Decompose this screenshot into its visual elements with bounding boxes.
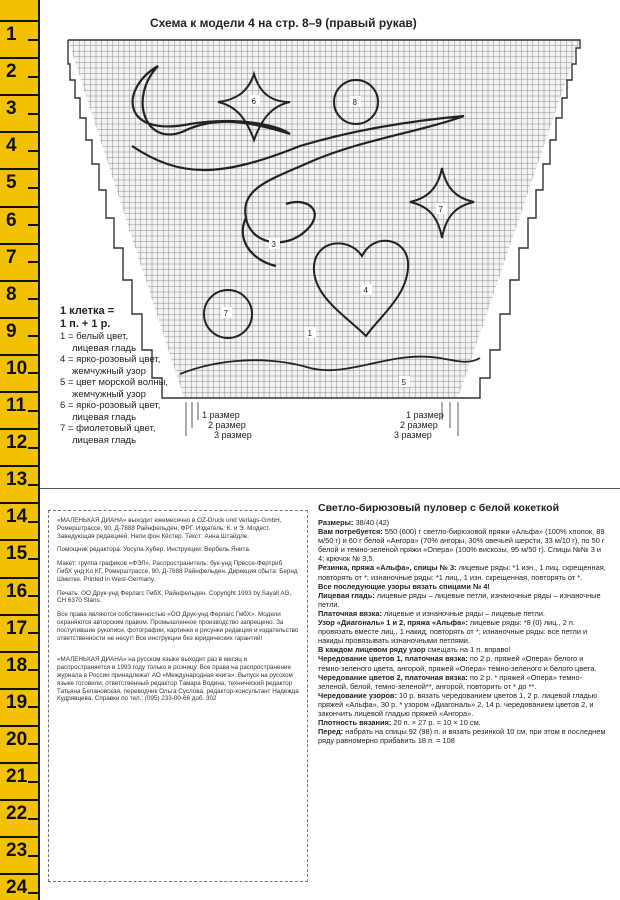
pattern-line-heading: Размеры: bbox=[318, 518, 354, 527]
imprint-paragraph: Печать: ОО Друк-унд Ферлагс ГмбХ, Райнфельден. Copyright 1993 by Sayall AG, CH 6370 Stans. bbox=[57, 589, 292, 605]
ruler-tick bbox=[0, 873, 38, 875]
ruler-tick bbox=[0, 762, 38, 764]
ruler-tick bbox=[0, 391, 38, 393]
ruler-tick bbox=[0, 614, 38, 616]
ruler-number: 11 bbox=[6, 395, 27, 416]
pattern-line bbox=[318, 563, 608, 581]
legend-subheading: 1 п. + 1 р. bbox=[60, 318, 111, 330]
ruler-half-tick bbox=[28, 410, 38, 412]
pattern-line bbox=[318, 609, 608, 618]
ruler-tick bbox=[0, 317, 38, 319]
ruler-half-tick bbox=[28, 150, 38, 152]
legend-line: 1 = белый цвет, bbox=[60, 331, 129, 342]
ruler-half-tick bbox=[28, 372, 38, 374]
ruler-half-tick bbox=[28, 892, 38, 894]
pattern-line-heading: Платочная вязка: bbox=[318, 608, 382, 618]
ruler-number: 12 bbox=[6, 432, 28, 454]
ruler-half-tick bbox=[28, 855, 38, 857]
ruler-half-tick bbox=[28, 706, 38, 708]
ruler-number: 5 bbox=[6, 172, 17, 194]
ruler-number: 23 bbox=[6, 840, 28, 862]
ruler-half-tick bbox=[28, 335, 38, 337]
size-label: 2 размер bbox=[208, 420, 246, 430]
pattern-line-heading: Лицевая гладь: bbox=[318, 590, 375, 600]
ruler-number: 14 bbox=[6, 506, 28, 528]
ruler-half-tick bbox=[28, 187, 38, 189]
legend-line: 7 = фиолетовый цвет, bbox=[60, 423, 156, 434]
ruler-number: 6 bbox=[6, 209, 17, 231]
ruler-half-tick bbox=[28, 224, 38, 226]
ruler-tick bbox=[0, 131, 38, 133]
scheme-title: Схема к модели 4 на стр. 8–9 (правый рукав) bbox=[150, 16, 417, 30]
ruler-number: 24 bbox=[6, 877, 28, 899]
ruler-number: 7 bbox=[6, 246, 17, 268]
ruler-half-tick bbox=[28, 261, 38, 263]
ruler-number: 17 bbox=[6, 617, 28, 639]
page-ruler bbox=[0, 0, 40, 900]
pattern-line-text: смещать на 1 п. вправо! bbox=[425, 645, 511, 655]
pattern-line-text: лицевые и изнаночные ряды – лицевые петли. bbox=[381, 608, 545, 618]
pattern-line-heading: Резинка, пряжа «Альфа», спицы № 3: bbox=[318, 563, 457, 573]
ruler-half-tick bbox=[28, 669, 38, 671]
ruler-tick bbox=[0, 280, 38, 282]
zone-label: 8 bbox=[352, 98, 357, 107]
ruler-tick bbox=[0, 502, 38, 504]
ruler-half-tick bbox=[28, 39, 38, 41]
ruler-tick bbox=[0, 465, 38, 467]
ruler-number: 21 bbox=[6, 766, 28, 787]
ruler-number: 15 bbox=[6, 543, 28, 565]
ruler-tick bbox=[0, 354, 38, 356]
ruler-number: 16 bbox=[6, 580, 28, 602]
imprint-paragraph: Помощник редактора: Уосула Хубер. Инструкции: Вербель Янита. bbox=[57, 546, 251, 554]
ruler-number: 10 bbox=[6, 357, 28, 379]
size-label: 3 размер bbox=[394, 430, 432, 440]
pattern-line bbox=[318, 527, 608, 563]
pattern-line-heading: Чередование цветов 2, платочная вязка: bbox=[318, 672, 468, 682]
pattern-line bbox=[318, 691, 608, 718]
ruler-half-tick bbox=[28, 521, 38, 523]
ruler-tick bbox=[0, 206, 38, 208]
zone-label: 5 bbox=[401, 378, 406, 387]
pattern-line-text: лицевые ряды – лицевые петли, изнаночные ряды – изнаночные петли. bbox=[318, 590, 601, 609]
ruler-half-tick bbox=[28, 743, 38, 745]
ruler-tick bbox=[0, 168, 38, 170]
ruler-tick bbox=[0, 651, 38, 653]
legend-line: жемчужный узор bbox=[72, 365, 146, 377]
legend-line: 5 = цвет морской волны, bbox=[60, 377, 169, 388]
ruler-number: 8 bbox=[6, 283, 17, 305]
legend-line: 4 = ярко-розовый цвет, bbox=[60, 354, 161, 365]
pattern-line bbox=[318, 673, 608, 691]
ruler-number: 20 bbox=[6, 728, 28, 750]
ruler-number: 1 bbox=[6, 24, 17, 45]
pattern-line-text: 38/40 (42) bbox=[353, 518, 390, 527]
pattern-line bbox=[318, 591, 608, 609]
pattern-line-heading: Все последующие узоры вязать спицами № 4! bbox=[318, 581, 490, 591]
ruler-half-tick bbox=[28, 818, 38, 820]
zone-label: 3 bbox=[271, 240, 276, 249]
ruler-half-tick bbox=[28, 76, 38, 78]
size-label: 2 размер bbox=[400, 420, 438, 430]
legend-line: жемчужный узор bbox=[72, 388, 146, 400]
pattern-line-text: лицевые ряды: *1 изн., 1 лиц. скрещенная, повторять от *; изнаночные ряды: *1 лиц., 1 изн. скрещенная, повторять от *. bbox=[318, 563, 606, 582]
pattern-title: Светло-бирюзовый пуловер с белой кокеткой bbox=[318, 502, 560, 514]
ruler-tick bbox=[0, 428, 38, 430]
zone-label: 7 bbox=[223, 309, 228, 318]
pattern-line bbox=[318, 582, 608, 591]
ruler-half-tick bbox=[28, 447, 38, 449]
pattern-line-heading: Вам потребуется: bbox=[318, 527, 383, 537]
pattern-line-text: по 2 р. пряжей «Опера» белого и темно-зеленого цвета, ангорой, пряжей «Опера» темно-зеленого и белого цвета. bbox=[318, 654, 597, 673]
ruler-tick bbox=[0, 725, 38, 727]
zone-label: 1 bbox=[307, 329, 312, 338]
pattern-line-text: лицевые ряды: *8 (0) лиц., 2 п. провязать вместе лиц., 1 накид, повторять от *; изнаночные ряды: все петли и накиды провязывать изнаночными петлями. bbox=[318, 618, 588, 646]
pattern-line bbox=[318, 718, 608, 727]
pattern-line-heading: Плотность вязания: bbox=[318, 718, 392, 728]
ruler-tick bbox=[0, 836, 38, 838]
ruler-tick bbox=[0, 577, 38, 579]
sizes-left bbox=[202, 410, 252, 440]
ruler-tick bbox=[0, 539, 38, 541]
zone-label: 7 bbox=[438, 205, 443, 214]
pattern-line-text: по 2 р. * пряжей «Опера» темно-зеленой, белой, темно-зеленой**, ангорой, повторить от * до **. bbox=[318, 672, 583, 691]
pattern-line-heading: Перед: bbox=[318, 727, 344, 737]
ruler-number: 4 bbox=[6, 135, 17, 157]
ruler-tick bbox=[0, 57, 38, 59]
pattern-instructions bbox=[318, 502, 608, 745]
imprint-paragraph: «МАЛЕНЬКАЯ ДИАНА» на русском языке выходит раз в месяц и распространяется в 1993 году только в розницу. Все права на распространение журнала в России принадлежат АО «Международная книга». Выпуск на русском языке готовили: ответственный редактор Тамара Водина, технический редактор Татьяна Белановская, переводчик Ольга Суслова, редактор-консультант Надежда Кудрявцева. Справки по тел.: (095) 233-00-66 доб. 302 bbox=[57, 656, 299, 703]
ruler-half-tick bbox=[28, 484, 38, 486]
pattern-line bbox=[318, 645, 608, 654]
imprint-box bbox=[48, 510, 308, 882]
pattern-line-heading: Узор «Диагональ» 1 и 2, пряжа «Альфа»: bbox=[318, 618, 468, 628]
legend-line: лицевая гладь bbox=[72, 342, 137, 354]
imprint-paragraph: Все права являются собственностью «ОО Друк-унд Ферлагс ГмбХ». Модели охраняются авторским правом. Промышленное производство запрещено. За поступившие рукописи, фотографии, картинки и рисунки редакция и издательство ответственности не несут! Все инструкции без юридических гарантий! bbox=[57, 611, 299, 642]
ruler-tick bbox=[0, 688, 38, 690]
section-divider bbox=[40, 488, 620, 489]
pattern-line-text: 20 п. × 27 р. = 10 × 10 см. bbox=[391, 718, 481, 728]
ruler-number: 9 bbox=[6, 320, 17, 342]
ruler-half-tick bbox=[28, 595, 38, 597]
ruler-half-tick bbox=[28, 558, 38, 560]
pattern-line-text: набрать на спицы 92 (98) п. и вязать резинкой 10 см, при этом в последнем ряду равномерно прибавить 18 п. = 108 bbox=[318, 727, 606, 746]
imprint-paragraph: Макет: группа графиков «ФЭЛ». Распространитель: бук-унд Прессе-Фертриб ГмбХ унд Ко КГ, Ромерштрассе, 90, Д-7888 Райнфельден. Дирекция сбыта: Бернд Шмитке. Printed in West-Germany. bbox=[57, 560, 298, 583]
ruler-number: 22 bbox=[6, 803, 28, 825]
legend-line: лицевая гладь bbox=[72, 411, 137, 423]
size-label: 3 размер bbox=[214, 430, 252, 440]
legend-heading: 1 клетка = bbox=[60, 305, 115, 317]
imprint-paragraph: «МАЛЕНЬКАЯ ДИАНА» выходит ежемесячно в OZ-Druck und Verlags-GmbH, Ромерштрассе, 90, Д-7888 Райнфельден, ФРГ. Издатель: К. и Э. Модест. Заведующая редакцией: Нели фон Кёстер. Текст: Анна Штайдле. bbox=[57, 517, 282, 540]
legend-line: 6 = ярко-розовый цвет, bbox=[60, 400, 161, 411]
legend-line: лицевая гладь bbox=[72, 434, 137, 446]
ruler-half-tick bbox=[28, 113, 38, 115]
pattern-line bbox=[318, 618, 608, 645]
zone-label: 4 bbox=[363, 286, 368, 295]
ruler-tick bbox=[0, 94, 38, 96]
ruler-tick bbox=[0, 243, 38, 245]
ruler-number: 2 bbox=[6, 61, 17, 83]
size-label: 1 размер bbox=[202, 410, 240, 420]
chart-legend bbox=[60, 305, 168, 446]
ruler-number: 3 bbox=[6, 98, 17, 120]
ruler-number: 19 bbox=[6, 691, 28, 713]
ruler-half-tick bbox=[28, 781, 38, 783]
pattern-line-heading: Чередование узоров: bbox=[318, 690, 397, 700]
pattern-line bbox=[318, 654, 608, 672]
ruler-tick bbox=[0, 20, 38, 22]
ruler-number: 18 bbox=[6, 654, 28, 676]
ruler-half-tick bbox=[28, 298, 38, 300]
pattern-line bbox=[318, 727, 608, 745]
pattern-line-text: 10 р. вязать чередованием цветов 1, 2 р. лицевой гладью пряжей «Альфа», 30 р. * узором «Диагональ» 2, 14 р. чередованием цветов 2, и закончить лицевой гладью пряжей «Ангора». bbox=[318, 690, 598, 718]
pattern-line-heading: В каждом лицевом ряду узор bbox=[318, 645, 426, 655]
sizes-right bbox=[394, 410, 444, 440]
pattern-line-text: 550 (600) г светло-бирюзовой пряжи «Альфа» (100% хлопок, 89 м/50 г) и 60 г белой «Ангора» (70% ангоры, 30% овечьей шерсти, 33 м/10 г), по 50 г белой и темно-зеленой пряжи «Опера» (100% вискозы, 95 м/50 г). Спицы №№ 3 и 4; крючок № 3,5. bbox=[318, 527, 605, 564]
zone-label: 6 bbox=[251, 97, 256, 106]
pattern-line bbox=[318, 518, 608, 527]
ruler-half-tick bbox=[28, 632, 38, 634]
ruler-tick bbox=[0, 799, 38, 801]
size-label: 1 размер bbox=[406, 410, 444, 420]
pattern-line-heading: Чередование цветов 1, платочная вязка: bbox=[318, 654, 468, 664]
ruler-number: 13 bbox=[6, 469, 28, 491]
